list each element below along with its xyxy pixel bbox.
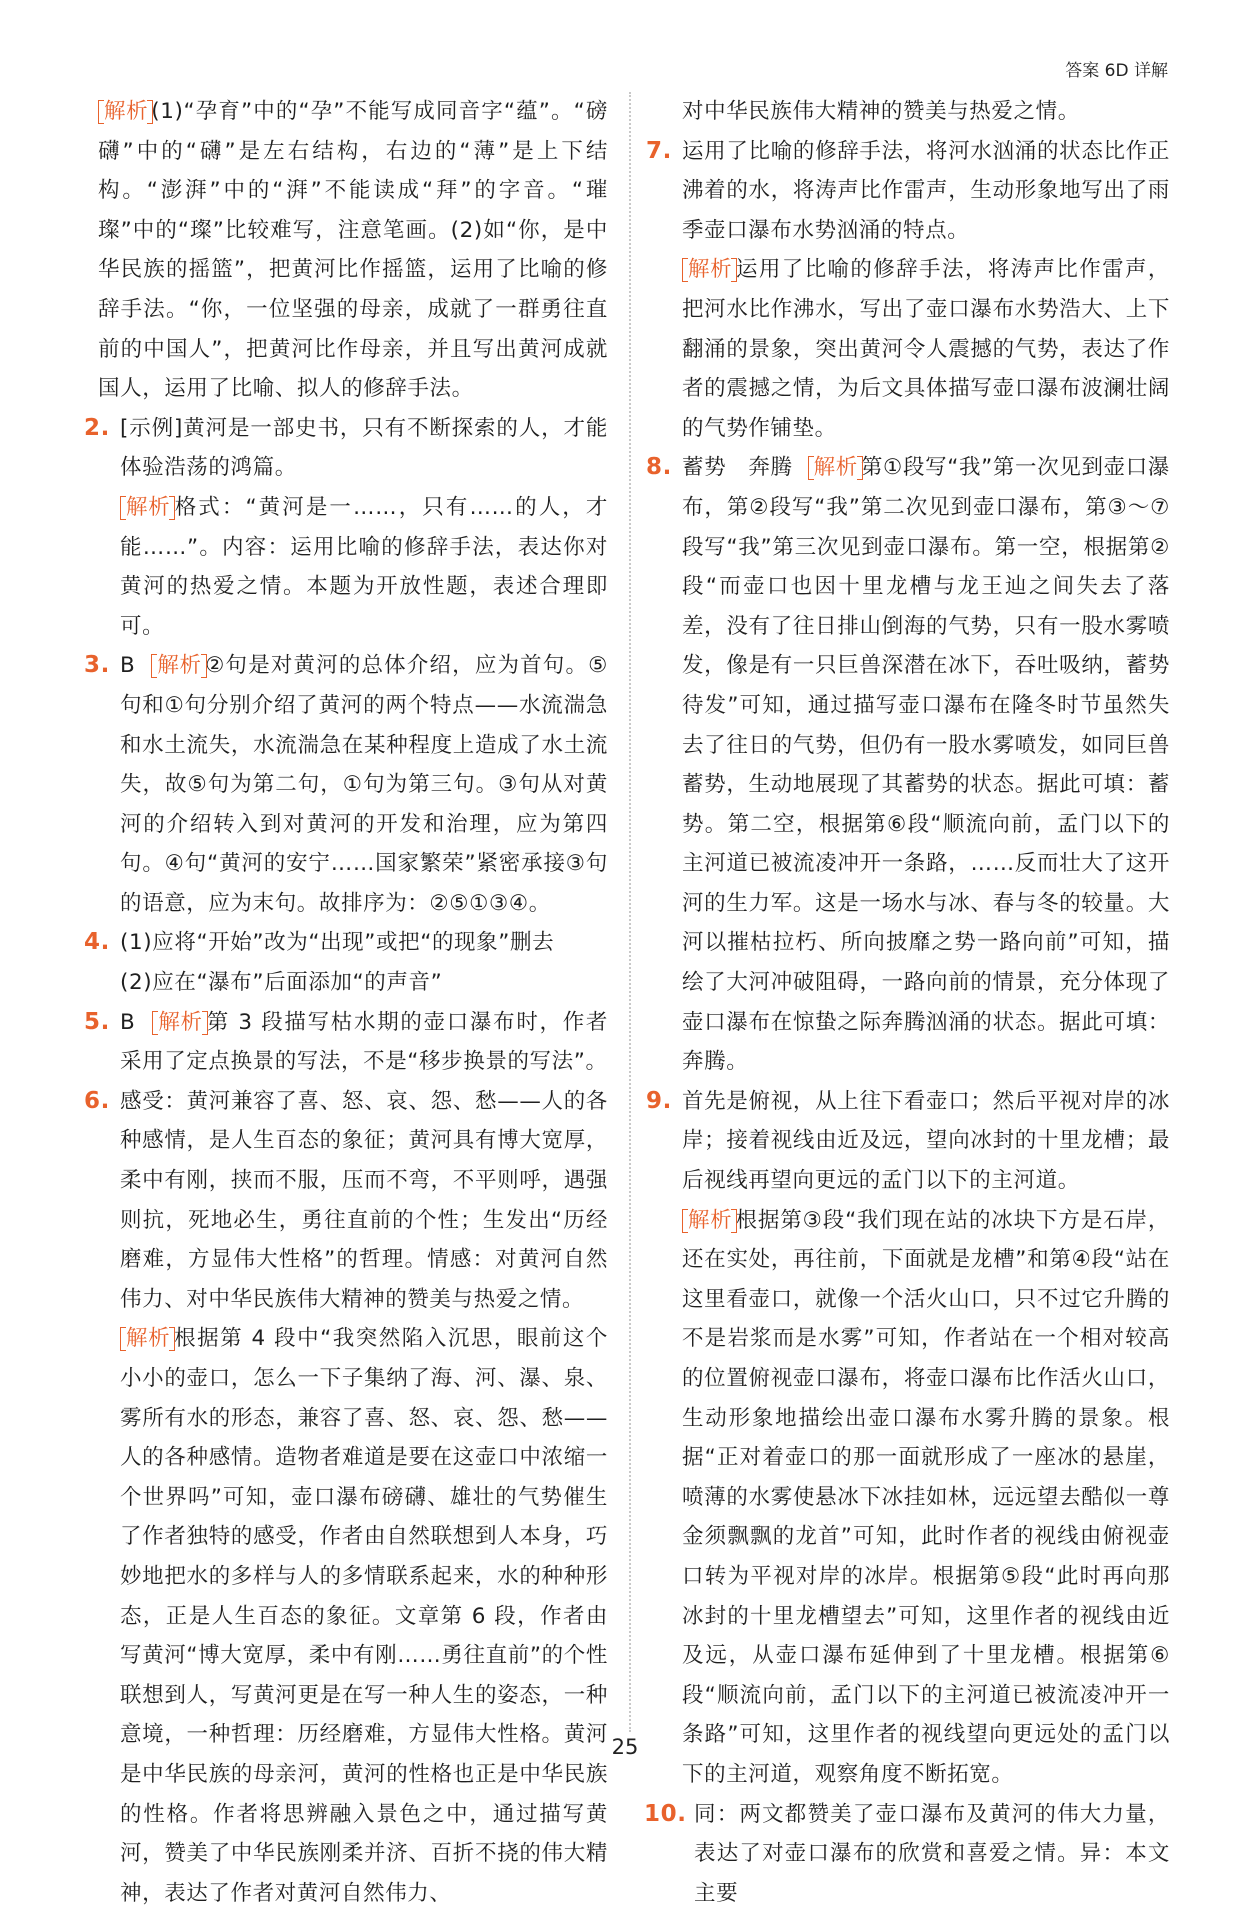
- question-8: 8. 蓄势 奔腾 解析 第①段写“我”第一次见到壶口瀑布，第②段写“我”第二次见到壶口瀑布，第③～⑦段写“我”第三次见到壶口瀑布。第一空，根据第②段“而壶口也因十里龙槽与龙王辿之间失去了落差，没有了往日排山倒海的气势，只有一股水雾喷发，像是有一只巨兽深潜在冰下，吞吐吸纳，蓄势待发”可知，通过描写壶口瀑布在隆冬时节虽然失去了往日的气势，但仍有一股水雾喷发，如同巨兽蓄势，生动地展现了其蓄势的状态。据此可填：蓄势。第二空，根据第⑥段“顺流向前，孟门以下的主河道已被流凌冲开一条路，……反而壮大了这开河的生力军。这是一场水与冰、春与冬的较量。大河以摧枯拉朽、所向披靡之势一路向前”可知，描绘了大河冲破阻碍，一路向前的情景，充分体现了壶口瀑布在惊蛰之际奔腾汹涌的状态。据此可填：奔腾。: [660, 448, 1170, 1082]
- question-5: 5. B 解析 第 3 段描写枯水期的壶口瀑布时，作者采用了定点换景的写法，不是“移步换景的写法”。: [98, 1003, 608, 1082]
- question-9-analysis: 解析 根据第③段“我们现在站的冰块下方是石岸，还在实处，再往前，下面就是龙槽”和第④段“站在这里看壶口，就像一个活火山口，只不过它升腾的不是岩浆而是水雾”可知，作者站在一个相对较高的位置俯视壶口瀑布，将壶口瀑布比作活火山口，生动形象地描绘出壶口瀑布水雾升腾的景象。根据“正对着壶口的那一面就形成了一座冰的悬崖，喷薄的水雾使悬冰下冰挂如林，远远望去酷似一尊金须飘飘的龙首”可知，此时作者的视线由俯视壶口转为平视对岸的冰岸。根据第⑤段“此时再向那冰封的十里龙槽望去”可知，这里作者的视线由近及远，从壶口瀑布延伸到了十里龙槽。根据第⑥段“顺流向前，孟门以下的主河道已被流凌冲开一条路”可知，这里作者的视线望向更远处的孟门以下的主河道，观察角度不断拓宽。: [682, 1207, 1170, 1787]
- question-2-analysis: 解析 格式：“黄河是一……，只有……的人，才能……”。内容：运用比喻的修辞手法，表达你对黄河的热爱之情。本题为开放性题，表述合理即可。: [120, 494, 608, 639]
- page-number: 25: [611, 1735, 639, 1759]
- analysis-tag: 解析: [682, 256, 735, 284]
- right-column: [644, 92, 1170, 1913]
- analysis-tag: 解析: [808, 454, 861, 482]
- analysis-tag: 解析: [151, 652, 204, 680]
- question-number: 9.: [646, 1087, 672, 1114]
- question-4-line2: (2)应在“瀑布”后面添加“的声音”: [120, 970, 443, 996]
- left-column: [84, 92, 609, 1913]
- question-3: 3. B 解析 ②句是对黄河的总体介绍，应为首句。⑤句和①句分别介绍了黄河的两个特点——水流湍急和水土流失，水流湍急在某种程度上造成了水土流失，故⑤句为第二句，①句为第三句。③句从对黄河的介绍转入到对黄河的开发和治理，应为第四句。④句“黄河的安宁……国家繁荣”紧密承接③句的语意，应为末句。故排序为：②⑤①③④。: [98, 646, 608, 923]
- question-6-analysis: 解析 根据第 4 段中“我突然陷入沉思，眼前这个小小的壶口，怎么一下子集纳了海、河、瀑、泉、雾所有水的形态，兼容了喜、怒、哀、怨、愁——人的各种感情。造物者难道是要在这壶口中浓缩一个世界吗”可知，壶口瀑布磅礴、雄壮的气势催生了作者独特的感受，作者由自然联想到人本身，巧妙地把水的多样与人的多情联系起来，水的种种形态，正是人生百态的象征。文章第 6 段，作者由写黄河“博大宽厚，柔中有刚……勇往直前”的个性联想到人，写黄河更是在写一种人生的姿态，一种意境，一种哲理：历经磨难，方显伟大性格。黄河是中华民族的母亲河，黄河的性格也正是中华民族的性格。作者将思辨融入景色之中，通过描写黄河，赞美了中华民族刚柔并济、百折不挠的伟大精神，表达了作者对黄河自然伟力、: [120, 1326, 608, 1906]
- question-9-answer: 9. 首先是俯视，从上往下看壶口；然后平视对岸的冰岸；接着视线由近及远，望向冰封的十里龙槽；最后视线再望向更远的孟门以下的主河道。: [660, 1082, 1170, 1201]
- question-number: 2.: [84, 414, 110, 441]
- analysis-tag: 解析: [120, 1325, 173, 1353]
- analysis-tag: 解析: [98, 98, 151, 126]
- question-6-answer: 6. 感受：黄河兼容了喜、怒、哀、怨、愁——人的各种感情，是人生百态的象征；黄河具有博大宽厚，柔中有刚，挟而不服，压而不弯，不平则呼，遇强则抗，死地必生，勇往直前的个性；生发出“历经磨难，方显伟大性格”的哲理。情感：对黄河自然伟力、对中华民族伟大精神的赞美与热爱之情。: [98, 1082, 608, 1320]
- question-2-answer: 2. [示例]黄河是一部史书，只有不断探索的人，才能体验浩荡的鸿篇。: [98, 409, 608, 488]
- question-number: 10.: [644, 1800, 687, 1827]
- question-number: 3.: [84, 652, 110, 679]
- question-10: 10. 同：两文都赞美了壶口瀑布及黄河的伟大力量，表达了对壶口瀑布的欣赏和喜爱之情。异：本文主要: [660, 1795, 1170, 1913]
- question-number: 7.: [646, 137, 672, 164]
- question-7-answer: 7. 运用了比喻的修辞手法，将河水汹涌的状态比作正沸着的水，将涛声比作雷声，生动形象地写出了雨季壶口瀑布水势汹涌的特点。: [660, 132, 1170, 251]
- question-7-analysis: 解析 运用了比喻的修辞手法，将涛声比作雷声，把河水比作沸水，写出了壶口瀑布水势浩大、上下翻涌的景象，突出黄河令人震撼的气势，表达了作者的震撼之情，为后文具体描写壶口瀑布波澜壮阔的气势作铺垫。: [682, 257, 1170, 441]
- question-4: 4. (1)应将“开始”改为“出现”或把“的现象”删去: [98, 923, 608, 963]
- answer-header: 答案 6D 详解: [1065, 61, 1168, 81]
- question-number: 5.: [84, 1008, 110, 1035]
- analysis-tag: 解析: [152, 1009, 205, 1037]
- q1-analysis: 解析 (1)“孕育”中的“孕”不能写成同音字“蕴”。“磅礴”中的“礴”是左右结构，右边的“薄”是上下结构。“澎湃”中的“湃”不能读成“拜”的字音。“璀璨”中的“璨”比较难写，注意笔画。(2)如“你，是中华民族的摇篮”，把黄河比作摇篮，运用了比喻的修辞手法。“你，一位坚强的母亲，成就了一群勇往直前的中国人”，把黄河比作母亲，并且写出黄河成就国人，运用了比喻、拟人的修辞手法。: [98, 99, 608, 402]
- q6-continuation: 对中华民族伟大精神的赞美与热爱之情。: [682, 99, 1080, 124]
- question-number: 6.: [84, 1087, 110, 1114]
- column-divider: [629, 92, 631, 1732]
- question-number: 4.: [84, 929, 110, 956]
- question-number: 8.: [646, 454, 672, 481]
- analysis-tag: 解析: [120, 494, 173, 522]
- analysis-tag: 解析: [682, 1207, 735, 1235]
